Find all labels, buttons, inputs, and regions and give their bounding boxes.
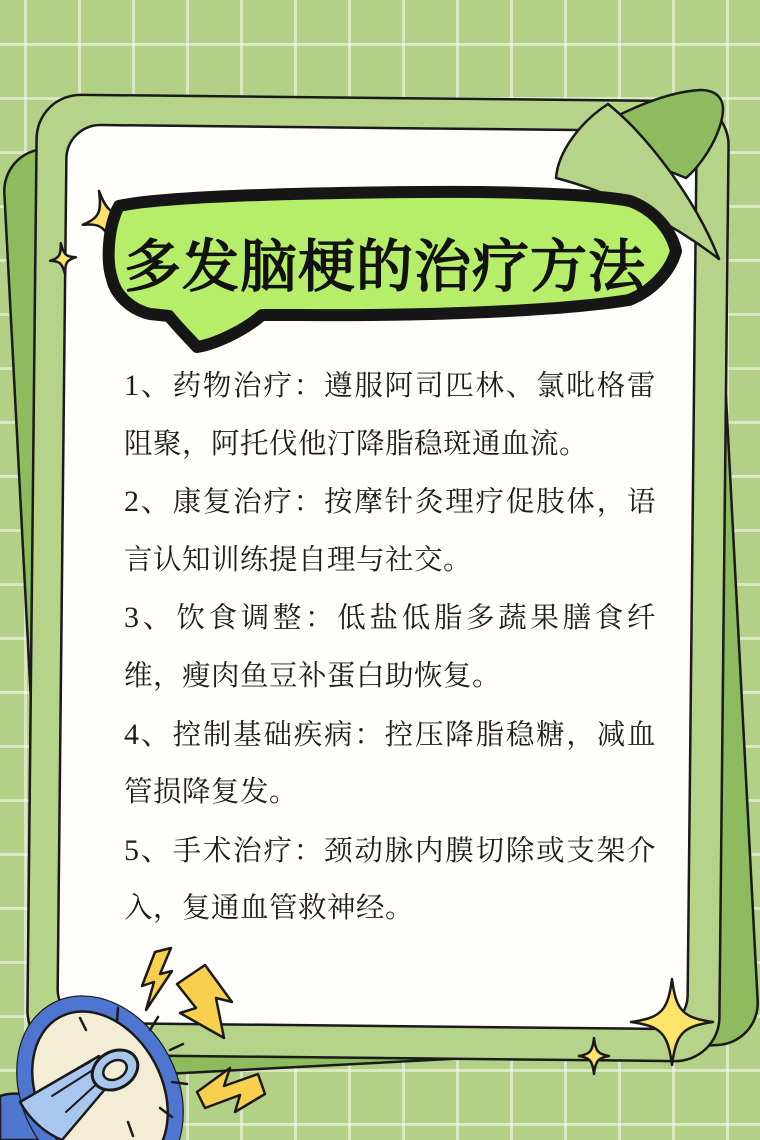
page-title: 多发脑梗的治疗方法 xyxy=(124,235,646,299)
treatment-list xyxy=(124,357,656,938)
item-text: 手术治疗：颈动脉内膜切除或支架介入，复通血管救神经。 xyxy=(124,834,656,925)
item-number: 4、 xyxy=(124,717,173,751)
item-number: 1、 xyxy=(124,369,173,402)
item-number: 3、 xyxy=(124,601,177,635)
list-item xyxy=(124,357,656,473)
list-item xyxy=(124,822,656,938)
lightning-icon xyxy=(197,1068,265,1112)
list-item xyxy=(124,706,656,822)
list-item xyxy=(124,473,656,589)
item-number: 2、 xyxy=(124,485,173,519)
item-text: 控制基础疾病：控压降脂稳糖，减血管损降复发。 xyxy=(124,718,656,809)
sound-tick xyxy=(117,1008,118,1022)
item-text: 康复治疗：按摩针灸理疗促肢体，语言认知训练提自理与社交。 xyxy=(124,486,656,576)
item-text: 药物治疗：遵服阿司匹林、氯吡格雷阻聚，阿托伐他汀降脂稳斑通血流。 xyxy=(124,370,656,460)
item-text: 饮食调整：低盐低脂多蔬果膳食纤维，瘦肉鱼豆补蛋白助恢复。 xyxy=(124,602,656,692)
list-item xyxy=(124,589,656,705)
item-number: 5、 xyxy=(124,833,173,867)
